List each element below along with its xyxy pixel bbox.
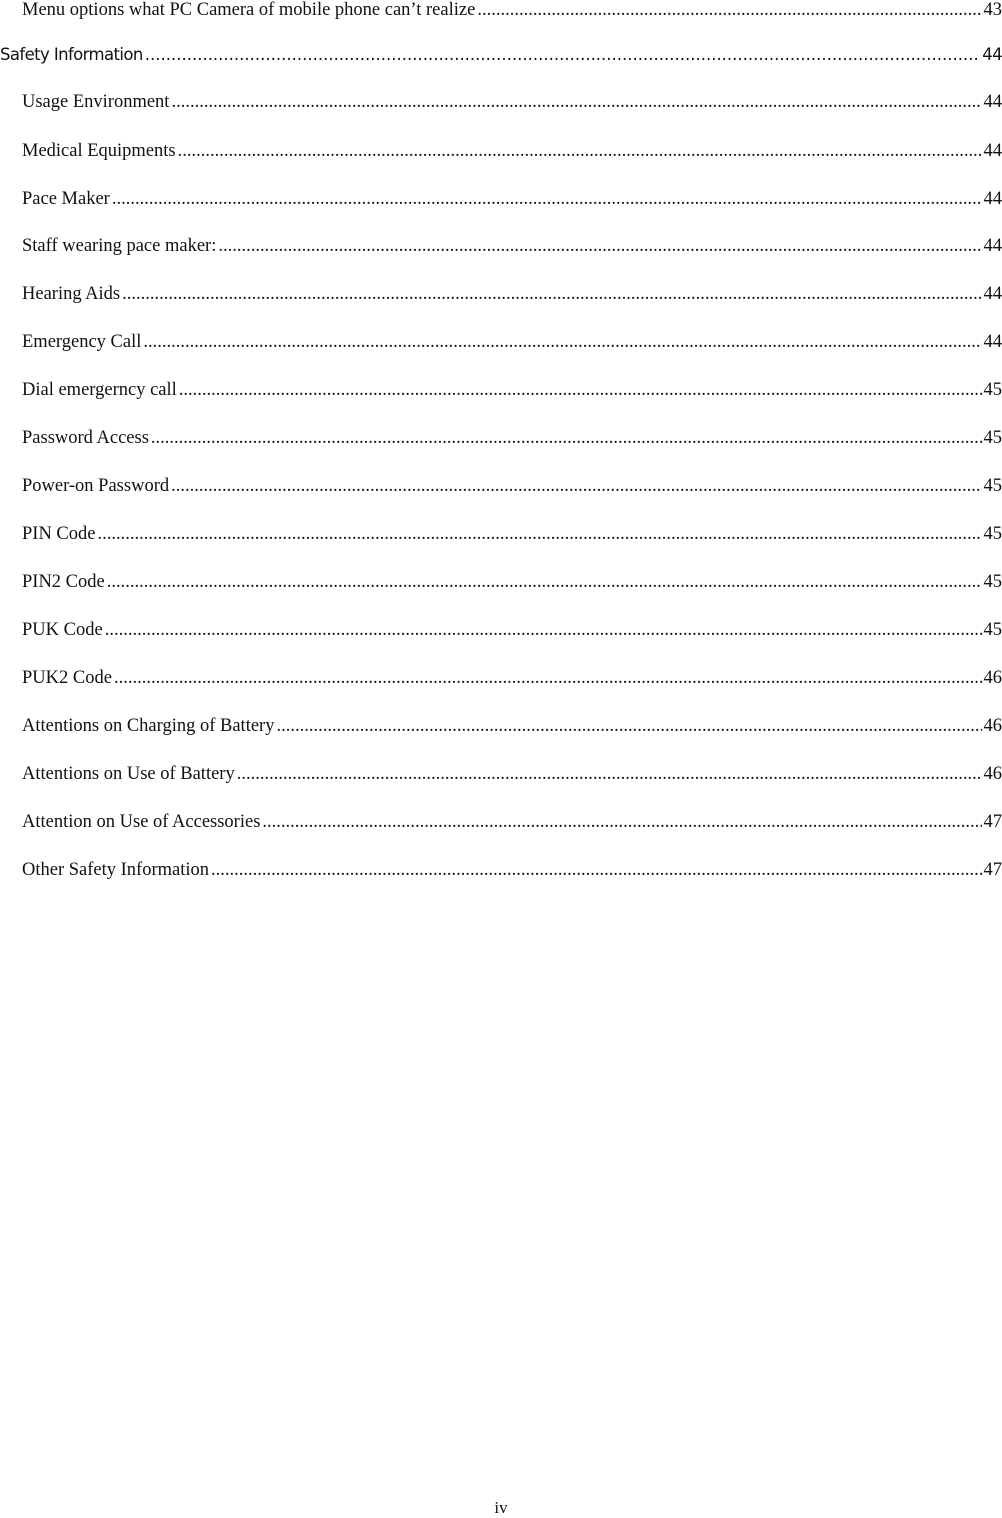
toc-entry-label: PIN Code (22, 524, 96, 544)
toc-entry-page: 44 (983, 332, 1002, 352)
toc-entry[interactable] (0, 572, 1002, 596)
toc-entry-page: 44 (983, 189, 1002, 209)
toc-entry[interactable] (0, 668, 1002, 692)
toc-entry-page: 45 (983, 524, 1002, 544)
toc-entry-label: Pace Maker (22, 189, 110, 209)
toc-entry[interactable] (0, 92, 1002, 116)
toc-entry-label: Usage Environment (22, 92, 170, 112)
toc-entry-page: 44 (983, 236, 1002, 256)
toc-entry-label: Password Access (22, 428, 149, 448)
toc-dot-leader (112, 189, 982, 210)
toc-entry-page: 44 (983, 284, 1002, 304)
toc-entry-label: Hearing Aids (22, 284, 121, 304)
toc-entry-label: Medical Equipments (22, 141, 176, 161)
toc-entry-label: PIN2 Code (22, 572, 105, 592)
toc-entry[interactable] (0, 236, 1002, 260)
toc-entry[interactable] (0, 620, 1002, 644)
toc-entry[interactable] (0, 428, 1002, 452)
toc-entry-page: 46 (983, 668, 1002, 688)
toc-dot-leader (114, 668, 982, 689)
toc-entry-page: 45 (983, 572, 1002, 592)
toc-entry-label: Attentions on Use of Battery (22, 764, 235, 784)
toc-entry-label: Attention on Use of Accessories (22, 812, 261, 832)
toc-dot-leader (211, 860, 982, 881)
toc-dot-leader (171, 92, 981, 113)
toc-entry-page: 47 (983, 860, 1002, 880)
toc-dot-leader (145, 45, 980, 64)
toc-dot-leader (262, 812, 981, 833)
toc-section-label: Safety Information (0, 45, 143, 64)
toc-entry[interactable] (0, 860, 1002, 884)
toc-entry-page: 45 (983, 380, 1002, 400)
toc-dot-leader (105, 620, 982, 641)
toc-entry-page: 44 (983, 141, 1002, 161)
toc-entry-page: 45 (983, 428, 1002, 448)
toc-dot-leader (179, 380, 982, 401)
toc-entry-page: 45 (983, 476, 1002, 496)
toc-entry[interactable] (0, 141, 1002, 165)
toc-entry-page: 43 (983, 0, 1002, 20)
toc-entry[interactable] (0, 189, 1002, 213)
toc-dot-leader (98, 524, 982, 545)
toc-entry-page: 45 (983, 620, 1002, 640)
toc-dot-leader (276, 716, 981, 737)
toc-entry[interactable] (0, 524, 1002, 548)
toc-entry-label: Menu options what PC Camera of mobile phone can’t realize (22, 0, 476, 20)
toc-entry-label: Staff wearing pace maker: (22, 236, 217, 256)
toc-entry[interactable] (0, 476, 1002, 500)
toc-entry[interactable] (0, 716, 1002, 740)
toc-entry-label: PUK2 Code (22, 668, 112, 688)
toc-dot-leader (143, 332, 981, 353)
toc-section-entry[interactable] (0, 45, 1002, 69)
toc-dot-leader (122, 284, 981, 305)
toc-dot-leader (107, 572, 982, 593)
toc-entry-label: Other Safety Information (22, 860, 209, 880)
page-number: iv (494, 1498, 508, 1517)
toc-dot-leader (218, 236, 981, 257)
toc-entry-label: Dial emergerncy call (22, 380, 177, 400)
toc-dot-leader (171, 476, 981, 497)
toc-entry-page: 46 (983, 764, 1002, 784)
toc-entry-label: Emergency Call (22, 332, 142, 352)
toc-entry-label: PUK Code (22, 620, 103, 640)
toc-dot-leader (237, 764, 982, 785)
toc-entry-page: 44 (983, 92, 1002, 112)
toc-dot-leader (151, 428, 982, 449)
toc-entry-label: Power-on Password (22, 476, 170, 496)
toc-entry[interactable] (0, 812, 1002, 836)
toc-dot-leader (178, 141, 982, 162)
toc-entry-label: Attentions on Charging of Battery (22, 716, 275, 736)
toc-entry-page: 47 (983, 812, 1002, 832)
toc-entry[interactable] (0, 284, 1002, 308)
toc-entry[interactable] (0, 380, 1002, 404)
toc-entry[interactable] (0, 764, 1002, 788)
toc-dot-leader (477, 0, 981, 21)
toc-section-page: 44 (982, 45, 1002, 64)
toc-entry[interactable] (0, 332, 1002, 356)
toc-entry[interactable] (0, 0, 1002, 24)
toc-entry-page: 46 (983, 716, 1002, 736)
